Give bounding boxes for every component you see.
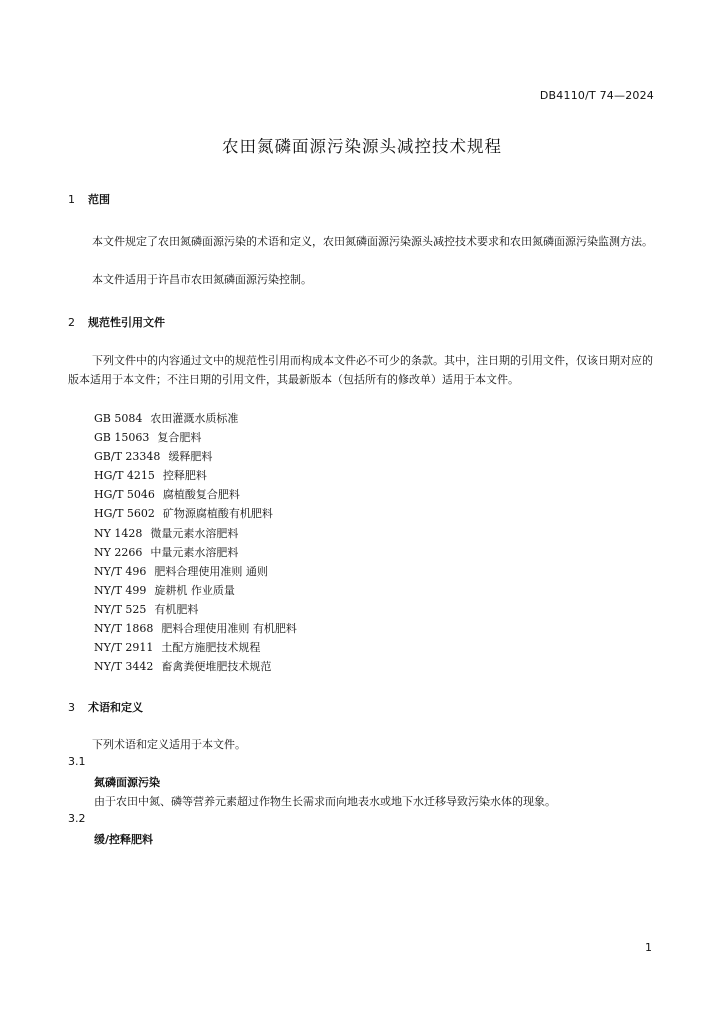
ref-code: NY/T 525 — [94, 602, 147, 616]
ref-name: 中量元素水溶肥料 — [150, 545, 239, 559]
list-item — [94, 428, 297, 447]
normative-intro: 下列文件中的内容通过文中的规范性引用而构成本文件必不可少的条款。其中，注日期的引用文件，仅该日期对应的版本适用于本文件；不注日期的引用文件，其最新版本（包括所有的修改单）适用于本文件。 — [68, 354, 653, 386]
terms-intro: 下列术语和定义适用于本文件。 — [92, 738, 246, 751]
list-item — [94, 409, 297, 428]
term-name: 缓/控释肥料 — [94, 833, 154, 846]
ref-name: 旋耕机 作业质量 — [154, 583, 235, 597]
list-item — [94, 657, 297, 676]
list-item — [94, 485, 297, 504]
ref-code: NY/T 3442 — [94, 660, 154, 674]
ref-name: 腐植酸复合肥料 — [162, 488, 240, 502]
list-item — [94, 543, 297, 562]
term-name: 氮磷面源污染 — [94, 776, 160, 789]
ref-code: NY/T 499 — [94, 583, 147, 597]
document-id: DB4110/T 74—2024 — [539, 89, 654, 102]
term-definition: 由于农田中氮、磷等营养元素超过作物生长需求而向地表水或地下水迁移导致污染水体的现象。 — [94, 795, 556, 808]
ref-code: NY 2266 — [94, 545, 143, 559]
ref-code: NY 1428 — [94, 526, 143, 540]
list-item — [94, 447, 297, 466]
ref-name: 微量元素水溶肥料 — [150, 526, 239, 540]
ref-name: 复合肥料 — [157, 431, 202, 445]
list-item — [94, 562, 297, 581]
ref-code: GB 15063 — [94, 431, 150, 445]
list-item — [94, 600, 297, 619]
section-heading-scope — [68, 191, 110, 207]
ref-code: GB/T 23348 — [94, 450, 161, 464]
list-item — [94, 581, 297, 600]
list-item — [94, 638, 297, 657]
section-heading-normative — [68, 314, 165, 330]
ref-code: NY/T 496 — [94, 564, 147, 578]
ref-name: 缓释肥料 — [168, 450, 213, 464]
list-item — [94, 524, 297, 543]
ref-name: 控释肥料 — [162, 469, 207, 483]
ref-code: GB 5084 — [94, 412, 143, 425]
term-number: 3.2 — [68, 812, 86, 825]
ref-name: 矿物源腐植酸有机肥料 — [162, 507, 273, 521]
document-title: 农田氮磷面源污染源头减控技术规程 — [222, 137, 502, 156]
section-title: 规范性引用文件 — [88, 316, 165, 329]
reference-list — [94, 409, 297, 676]
section-number: 2 — [68, 316, 75, 329]
page-number: 1 — [645, 941, 652, 954]
list-item — [94, 619, 297, 638]
section-heading-terms — [68, 699, 143, 715]
scope-paragraph-2: 本文件适用于许昌市农田氮磷面源污染控制。 — [92, 273, 312, 286]
term-number: 3.1 — [68, 755, 86, 768]
ref-name: 畜禽粪便堆肥技术规范 — [161, 660, 272, 674]
ref-name: 肥料合理使用准则 通则 — [154, 564, 268, 578]
ref-code: NY/T 1868 — [94, 622, 154, 636]
ref-code: HG/T 5602 — [94, 507, 155, 521]
ref-code: NY/T 2911 — [94, 641, 154, 655]
ref-code: HG/T 5046 — [94, 488, 155, 502]
section-number: 1 — [68, 193, 75, 206]
section-number: 3 — [68, 701, 75, 714]
ref-name: 有机肥料 — [154, 602, 199, 616]
list-item — [94, 504, 297, 523]
list-item — [94, 466, 297, 485]
ref-name: 肥料合理使用准则 有机肥料 — [161, 622, 297, 636]
ref-name: 土配方施肥技术规程 — [161, 641, 261, 655]
ref-code: HG/T 4215 — [94, 469, 155, 483]
section-title: 术语和定义 — [88, 701, 143, 714]
ref-name: 农田灌溉水质标准 — [150, 412, 239, 425]
scope-paragraph-1: 本文件规定了农田氮磷面源污染的术语和定义，农田氮磷面源污染源头减控技术要求和农田氮磷面源污染监测方法。 — [92, 235, 653, 248]
section-title: 范围 — [88, 193, 110, 206]
